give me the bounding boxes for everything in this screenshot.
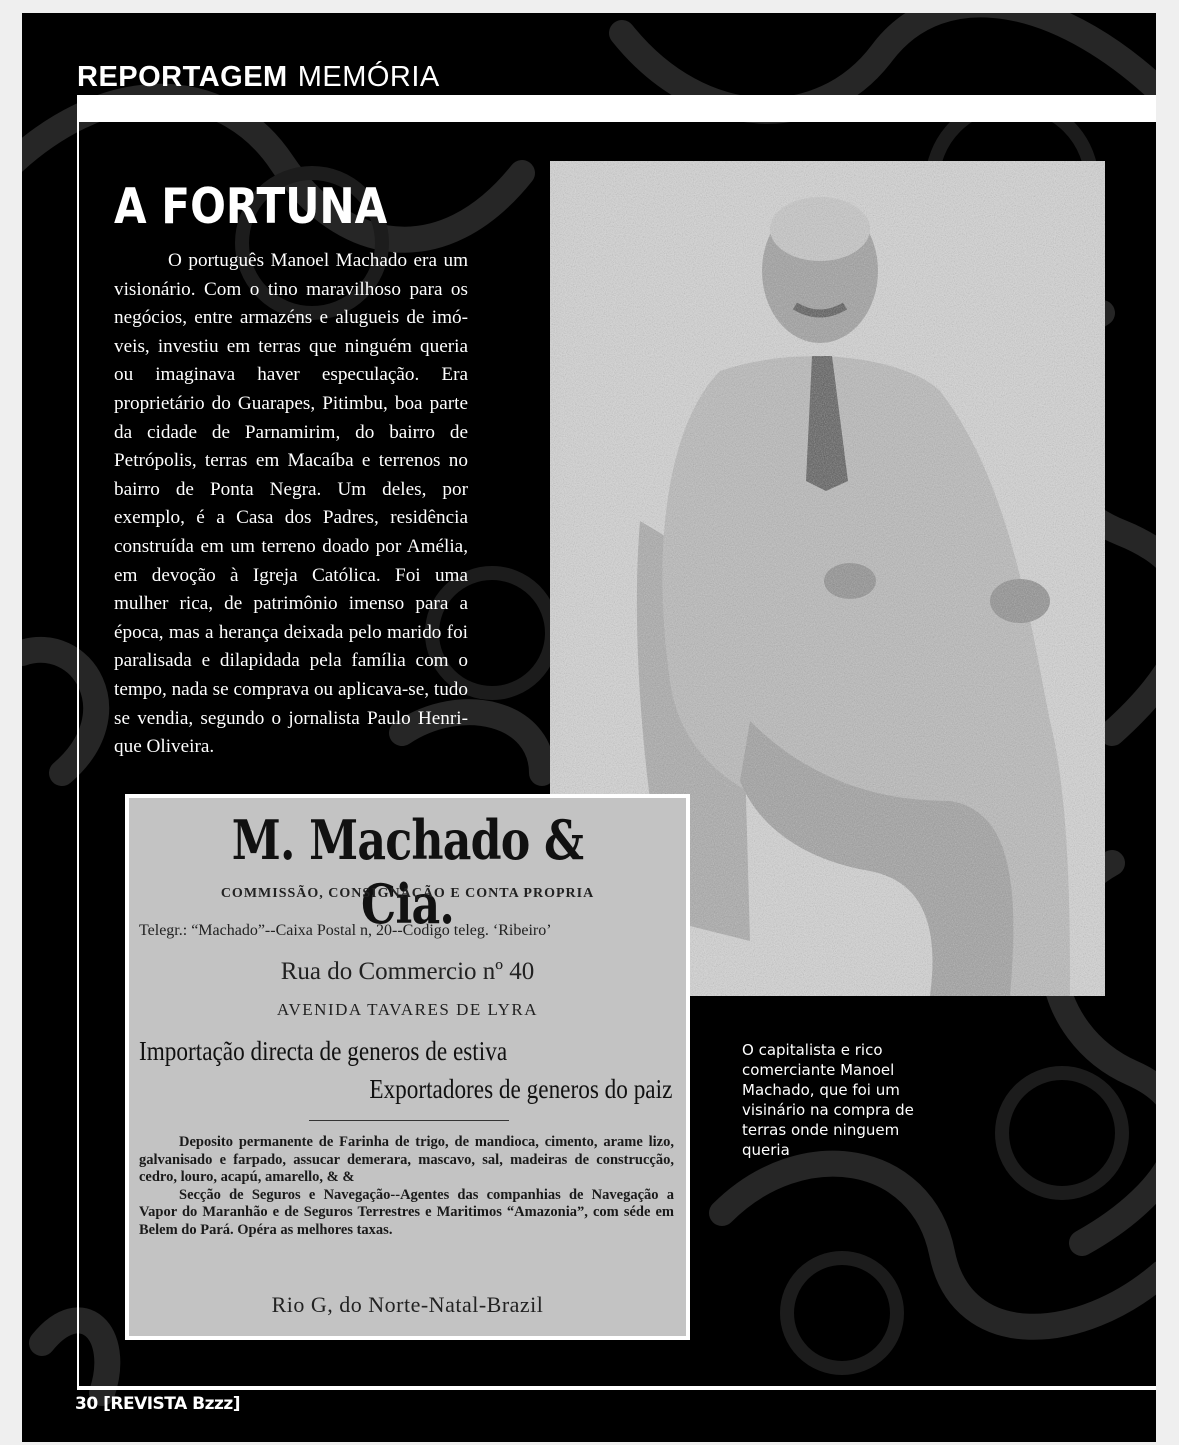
header-rule <box>77 95 1156 122</box>
section-header <box>77 61 440 94</box>
page-folio <box>75 1394 240 1414</box>
ad-subtitle: COMMISSÃO, CONSIGNAÇÃO E CONTA PROPRIA <box>220 886 595 901</box>
section-label: REPORTAGEM <box>77 61 288 93</box>
photo-caption: O capitalista e rico comerciante Manoel Machado, que foi um visinário na compra de terras onde ninguem queria <box>742 1041 914 1159</box>
magazine-name: [REVISTA Bzzz] <box>103 1394 241 1414</box>
magazine-page <box>22 13 1156 1442</box>
ad-details <box>139 1134 674 1239</box>
ad-exports: Exportadores de generos do paiz <box>368 1074 672 1104</box>
page-number: 30 <box>75 1394 98 1414</box>
ad-deposit: Deposito permanente de Farinha de trigo, de mandioca, cimento, arame lizo, galvanisado e farpado, assucar demerara, mascavo, sal, madeiras de construcção, cedro, louro, acapú, amarello, & & <box>139 1134 674 1185</box>
ad-telegraph: Telegr.: “Machado”--Caixa Postal n, 20--Codigo teleg. ‘Ribeiro’ <box>139 922 552 939</box>
ad-divider <box>309 1120 509 1121</box>
ad-company-name: M. Machado & Cia. <box>231 808 584 936</box>
ad-imports: Importação directa de generos de estiva <box>139 1036 508 1066</box>
article-title: A FORTUNA <box>114 178 388 235</box>
article-body: O português Manoel Machado era um visionário. Com o tino maravilhoso para os negócios, entre armazéns e alugueis de imóveis, investiu em terras que ninguém queria ou imaginava haver especulação. Era proprietário do Guarapes, Pitimbu, boa parte da cidade de Parnamirim, do bairro de Petrópolis, terras em Macaíba e terrenos no bairro de Ponta Negra. Um deles, por exemplo, é a Casa dos Padres, residência construída em um terreno doado por Amélia, em devoção à Igreja Católica. Foi uma mulher rica, de patrimônio imenso para a época, mas a herança deixada pelo marido foi paralisada e dilapidada pela família com o tempo, nada se comprava ou aplicava-se, tudo se vendia, segundo o jornalista Paulo Henrique Oliveira. <box>114 250 468 758</box>
ad-street: Rua do Commercio nº 40 <box>280 958 535 985</box>
newspaper-advertisement <box>125 794 690 1340</box>
footer-rule <box>77 1386 1156 1390</box>
ad-insurance: Secção de Seguros e Navegação--Agentes das companhias de Navegação a Vapor do Maranhão e de Seguros Terrestres e Maritimos “Amazonia”, com séde em Belem do Pará. Opéra as melhores taxas. <box>139 1186 674 1238</box>
ad-avenue: AVENIDA TAVARES DE LYRA <box>276 1000 539 1019</box>
subsection-label: MEMÓRIA <box>297 61 440 93</box>
ad-location: Rio G, do Norte-Natal-Brazil <box>271 1292 544 1317</box>
